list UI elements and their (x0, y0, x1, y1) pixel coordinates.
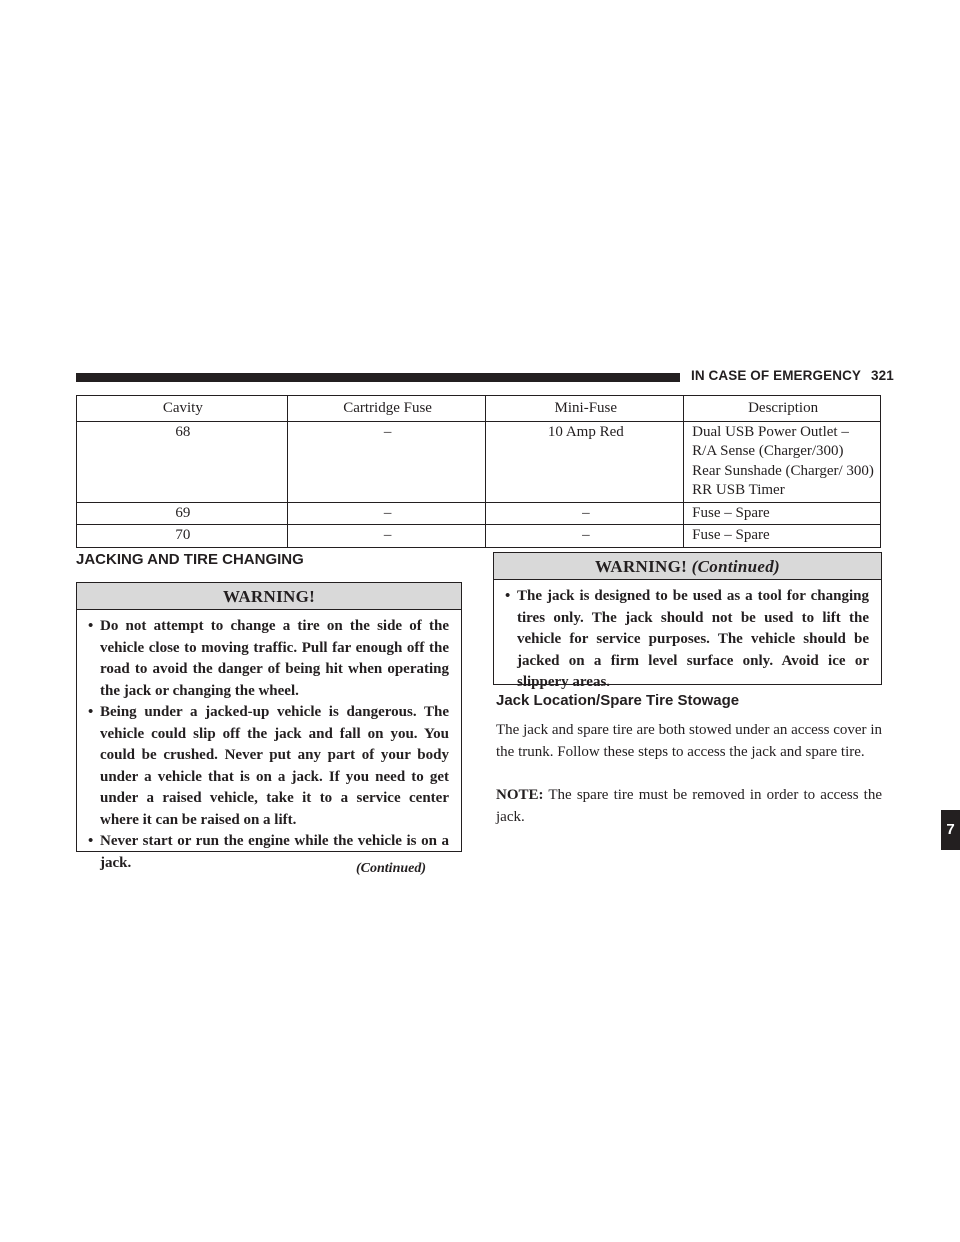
column-header-cavity: Cavity (77, 396, 288, 422)
bullet-icon: • (88, 704, 94, 720)
warning-list (494, 580, 881, 700)
cavity-cell: 70 (77, 525, 288, 548)
column-header-description: Description (684, 396, 881, 422)
note-text: The spare tire must be removed in order to access the jack. (496, 787, 882, 825)
warning-heading: WARNING! (77, 583, 461, 610)
bullet-icon: • (88, 618, 94, 634)
table-row (77, 421, 881, 502)
warning-box-continued (493, 552, 882, 690)
cavity-cell: 69 (77, 502, 288, 525)
warning-item-text: Being under a jacked-up vehicle is dangerous. The vehicle could slip off the jack and fall on you. You could be crushed. Never put any part of your body under a vehicle that is on a jack. If you need to get under a raised vehicle, take it to a service center where it can be raised on a lift. (100, 704, 449, 828)
bullet-icon: • (88, 833, 94, 849)
cartridge-fuse-cell: – (287, 525, 486, 548)
table-row (77, 502, 881, 525)
table-row (77, 525, 881, 548)
description-cell: Fuse – Spare (684, 502, 881, 525)
continued-note: (Continued) (356, 861, 427, 876)
warning-item (88, 616, 449, 702)
mini-fuse-cell: 10 Amp Red (486, 421, 684, 502)
header-rule (76, 373, 680, 382)
description-cell: Fuse – Spare (684, 525, 881, 548)
note-paragraph (496, 785, 882, 828)
warning-item (505, 586, 869, 694)
warning-item-text: The jack is designed to be used as a tool for changing tires only. The jack should not be used to lift the vehicle for service purposes. The vehicle should be jacked on a firm level surface only. Avoid ice or slippery areas. (517, 588, 869, 690)
subsection-title: Jack Location/Spare Tire Stowage (496, 692, 740, 709)
note-label: NOTE: (496, 787, 544, 803)
fuse-table (76, 395, 881, 548)
warning-heading (494, 553, 881, 580)
column-header-mini-fuse: Mini-Fuse (486, 396, 684, 422)
warning-item-text: Do not attempt to change a tire on the side of the vehicle close to moving traffic. Pull far enough off the road to avoid the danger of being hit when operating the jack or changing the wheel. (100, 618, 449, 699)
chapter-title: IN CASE OF EMERGENCY (691, 368, 862, 383)
warning-list (77, 610, 461, 880)
bullet-icon: • (505, 588, 511, 604)
cavity-cell: 68 (77, 421, 288, 502)
section-title: JACKING AND TIRE CHANGING (76, 551, 304, 568)
warning-heading-suffix: (Continued) (691, 557, 780, 576)
column-header-cartridge-fuse: Cartridge Fuse (287, 396, 486, 422)
cartridge-fuse-cell: – (287, 502, 486, 525)
body-paragraph: The jack and spare tire are both stowed under an access cover in the trunk. Follow these steps to access the jack and spare tire. (496, 722, 882, 760)
warning-item (88, 702, 449, 831)
warning-item-text: Never start or run the engine while the vehicle is on a jack. (100, 833, 449, 871)
warning-heading-label: WARNING! (594, 557, 688, 576)
cartridge-fuse-cell: – (287, 421, 486, 502)
table-header-row (77, 396, 881, 422)
mini-fuse-cell: – (486, 502, 684, 525)
description-cell: Dual USB Power Outlet – R/A Sense (Charger/300) Rear Sunshade (Charger/ 300) RR USB Timer (684, 421, 881, 502)
running-header (691, 368, 894, 383)
chapter-tab: 7 (941, 810, 960, 850)
mini-fuse-cell: – (486, 525, 684, 548)
page-number: 321 (871, 368, 894, 383)
